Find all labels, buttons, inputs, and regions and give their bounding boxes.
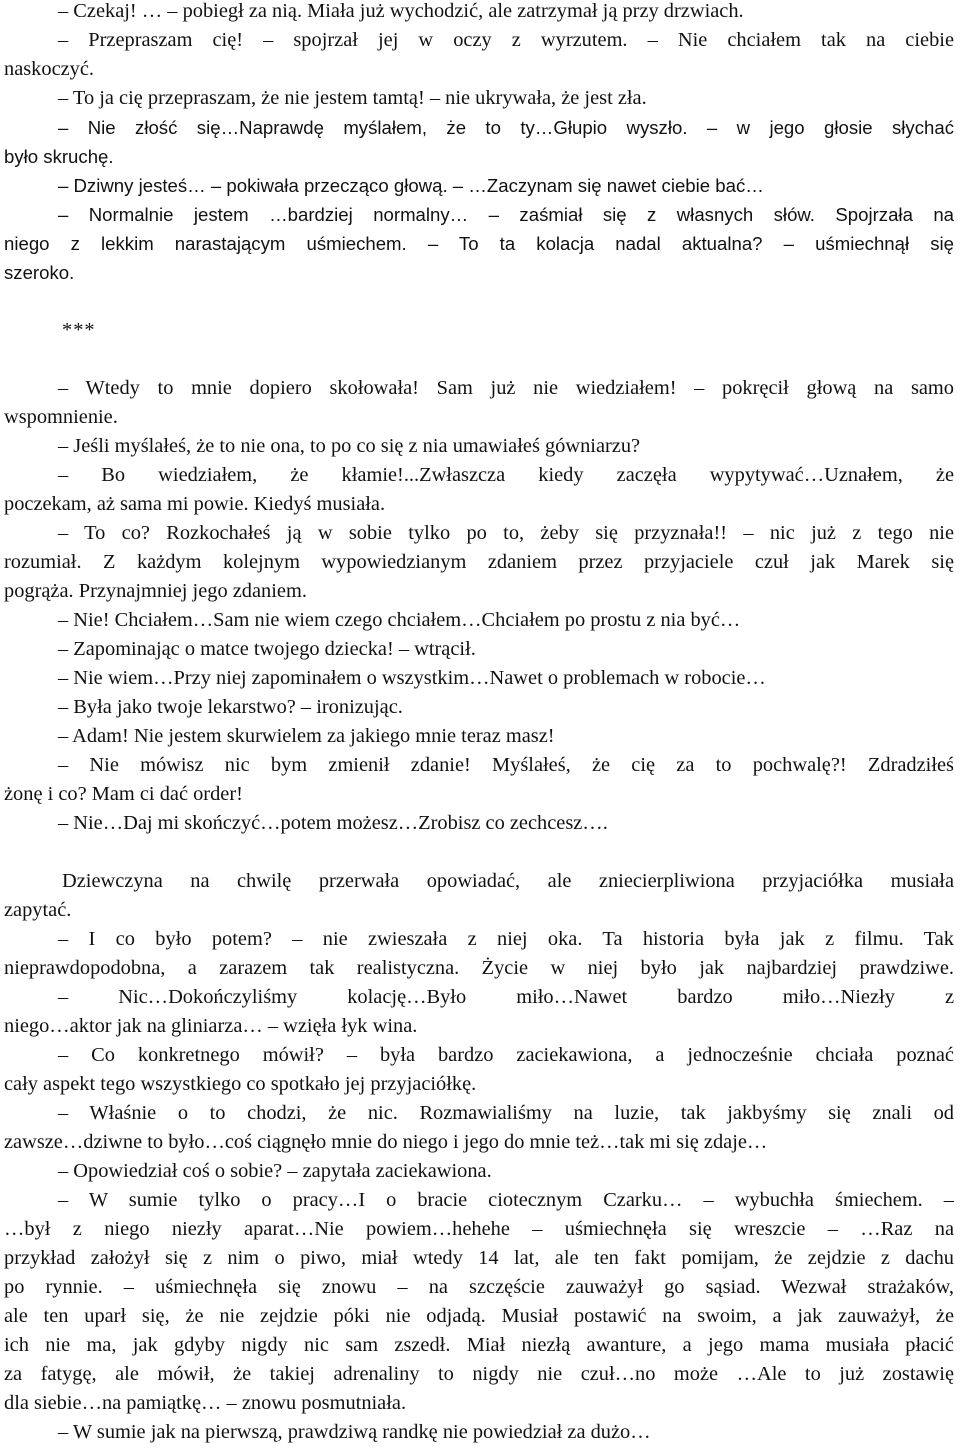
text-line: – Bo wiedziałem, że kłamie!...Zwłaszcza kiedy zaczęła wypytywać…Uznałem, że: [58, 464, 954, 486]
text-line: – Czekaj! … – pobiegł za nią. Miała już wychodzić, ale zatrzymał ją przy drzwiach.: [58, 0, 744, 22]
section-separator: ***: [62, 319, 96, 341]
text-line: – Zapominając o matce twojego dziecka! – wtrącił.: [58, 638, 476, 660]
text-line: – Nie wiem…Przy niej zapominałem o wszystkim…Nawet o problemach w robocie…: [58, 667, 766, 689]
text-line: ale ten uparł się, że nie zejdzie póki nie odjadą. Musiał postawić na swoim, a jak zauważył, że: [4, 1305, 954, 1327]
text-line: …był z niego niezły aparat…Nie powiem…hehehe – uśmiechnęła się wreszcie – …Raz na: [4, 1218, 954, 1240]
text-line: – Była jako twoje lekarstwo? – ironizując.: [58, 696, 403, 718]
text-line: zawsze…dziwne to było…coś ciągnęło mnie do niego i jego do mnie też…tak mi się zdaje…: [4, 1131, 768, 1153]
text-line: – Wtedy to mnie dopiero skołowała! Sam już nie wiedziałem! – pokręcił głową na samo: [58, 377, 954, 399]
text-line: niego…aktor jak na gliniarza… – wzięła łyk wina.: [4, 1015, 418, 1037]
text-line: – Nic…Dokończyliśmy kolację…Było miło…Nawet bardzo miło…Niezły z: [58, 986, 954, 1008]
text-line: – Nie…Daj mi skończyć…potem możesz…Zrobisz co zechcesz….: [58, 812, 608, 834]
text-line: za fatygę, ale mówił, że takiej adrenaliny to nigdy nie czuł…no może …Ale to już zostawię: [4, 1363, 954, 1385]
text-line: ich nie ma, jak gdyby nigdy nic sam zszedł. Miał niezłą awanture, a jego mama musiała płacić: [4, 1334, 954, 1356]
text-line: pogrąża. Przynajmniej jego zdaniem.: [4, 580, 307, 602]
text-line: – Normalnie jestem …bardziej normalny… – zaśmiał się z własnych słów. Spojrzała na: [58, 204, 954, 225]
text-line: – Dziwny jesteś… – pokiwała przecząco głową. – …Zaczynam się nawet ciebie bać…: [58, 175, 764, 196]
text-line: po rynnie. – uśmiechnęła się znowu – na szczęście zauważył go sąsiad. Wezwał strażaków,: [4, 1276, 954, 1298]
text-line: – Nie! Chciałem…Sam nie wiem czego chciałem…Chciałem po prostu z nia być…: [58, 609, 741, 631]
text-line: naskoczyć.: [4, 58, 95, 80]
text-line: cały aspekt tego wszystkiego co spotkało jej przyjaciółkę.: [4, 1073, 477, 1095]
text-line: – Właśnie o to chodzi, że nic. Rozmawialiśmy na luzie, tak jakbyśmy się znali od: [58, 1102, 954, 1124]
text-line: – Opowiedział coś o sobie? – zapytała zaciekawiona.: [58, 1160, 492, 1182]
text-line: wspomnienie.: [4, 406, 118, 428]
text-line: – Nie złość się…Naprawdę myślałem, że to ty…Głupio wyszło. – w jego głosie słychać: [58, 117, 954, 138]
text-line: – W sumie jak na pierwszą, prawdziwą randkę nie powiedział za dużo…: [58, 1421, 651, 1443]
text-line: – Co konkretnego mówił? – była bardzo zaciekawiona, a jednocześnie chciała poznać: [58, 1044, 954, 1066]
text-line: Dziewczyna na chwilę przerwała opowiadać, ale zniecierpliwiona przyjaciółka musiała: [62, 870, 954, 892]
text-line: dla siebie…na pamiątkę… – znowu posmutniała.: [4, 1392, 407, 1414]
text-line: – To co? Rozkochałeś ją w sobie tylko po to, żeby się przyznała!! – nic już z tego nie: [58, 522, 954, 544]
text-line: nieprawdopodobna, a zarazem tak realistyczna. Życie w niej było jak najbardziej prawdziwe.: [4, 957, 954, 979]
text-line: – I co było potem? – nie zwieszała z niej oka. Ta historia była jak z filmu. Tak: [58, 928, 954, 950]
text-line: poczekam, aż sama mi powie. Kiedyś musiała.: [4, 493, 386, 515]
text-line: – W sumie tylko o pracy…I o bracie ciotecznym Czarku… – wybuchła śmiechem. –: [58, 1189, 954, 1211]
text-line: żonę i co? Mam ci dać order!: [4, 783, 243, 805]
text-line: szeroko.: [4, 262, 75, 283]
text-line: – Nie mówisz nic bym zmienił zdanie! Myślałeś, że cię za to pochwalę?! Zdradziłeś: [58, 754, 954, 776]
text-line: – Adam! Nie jestem skurwielem za jakiego mnie teraz masz!: [58, 725, 555, 747]
text-line: rozumiał. Z każdym kolejnym wypowiedzianym zdaniem przez przyjaciele czuł jak Marek się: [4, 551, 954, 573]
text-line: – Przepraszam cię! – spojrzał jej w oczy z wyrzutem. – Nie chciałem tak na ciebie: [58, 29, 954, 51]
text-line: – Jeśli myślałeś, że to nie ona, to po co się z nia umawiałeś gówniarzu?: [58, 435, 641, 457]
text-line: zapytać.: [4, 899, 72, 921]
text-line: było skruchę.: [4, 146, 114, 167]
text-line: przykład założył się z nim o piwo, miał wtedy 14 lat, ale ten fakt pomijam, że zejdzie z dachu: [4, 1247, 954, 1269]
text-line: niego z lekkim narastającym uśmiechem. – To ta kolacja nadal aktualna? – uśmiechnął się: [4, 233, 954, 254]
text-line: – To ja cię przepraszam, że nie jestem tamtą! – nie ukrywała, że jest zła.: [58, 87, 647, 109]
